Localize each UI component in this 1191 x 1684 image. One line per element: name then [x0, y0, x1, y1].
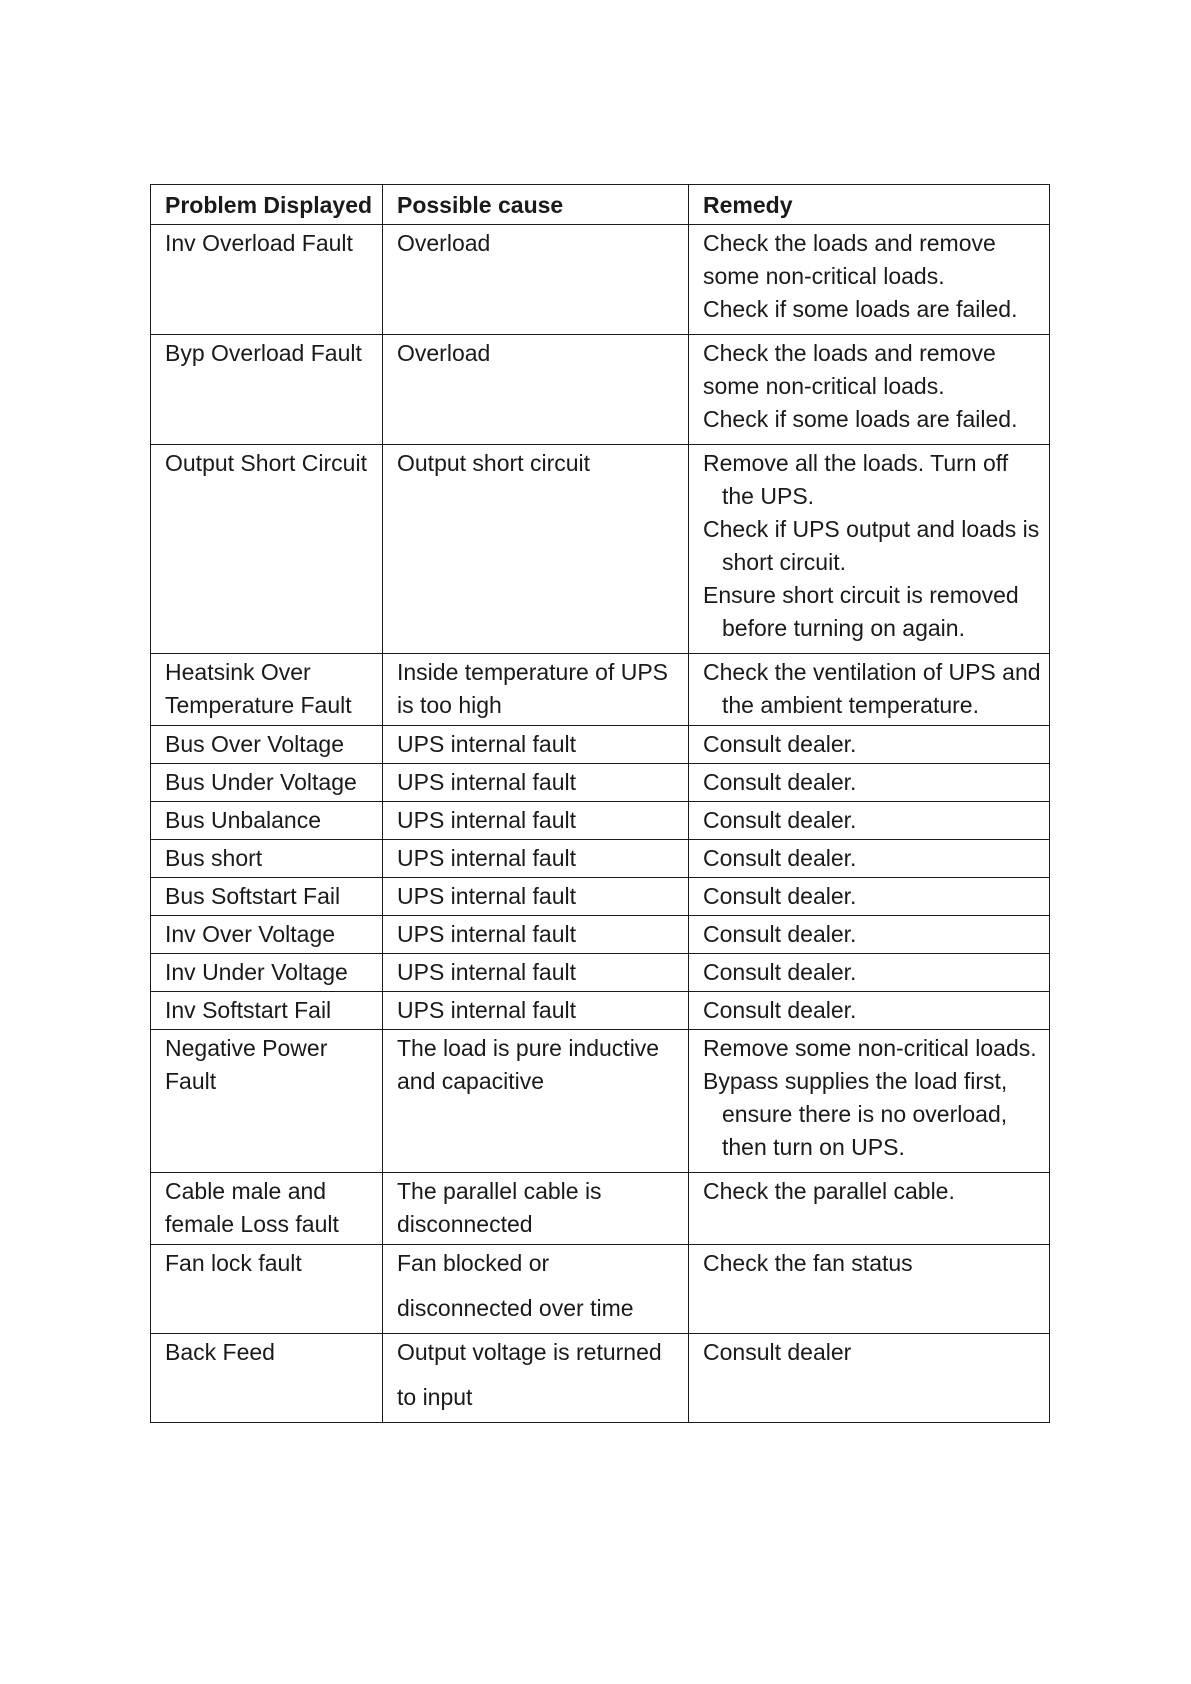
- remedy-text: Bypass supplies the load first,: [703, 1068, 1008, 1094]
- cause-text: disconnected: [397, 1211, 533, 1237]
- cell-possible-cause: [383, 916, 689, 954]
- cause-text: Overload: [397, 230, 491, 256]
- fault-table-container: [150, 184, 1049, 1423]
- table-row: [151, 726, 1050, 764]
- cell-remedy: [689, 840, 1050, 878]
- cell-problem: [151, 654, 383, 726]
- remedy-item: [703, 994, 1041, 1027]
- remedy-item: [703, 403, 1041, 436]
- cause-text: Fan blocked or: [397, 1250, 550, 1276]
- fault-table: [150, 184, 1050, 1423]
- cause-text: Output voltage is returned: [397, 1339, 662, 1365]
- cell-remedy: [689, 802, 1050, 840]
- cell-possible-cause: [383, 726, 689, 764]
- cell-possible-cause: [383, 802, 689, 840]
- remedy-item: [703, 293, 1041, 326]
- table-row: [151, 916, 1050, 954]
- remedy-text: Consult dealer.: [703, 731, 857, 757]
- cause-text: UPS internal fault: [397, 959, 576, 985]
- remedy-text: Consult dealer.: [703, 845, 857, 871]
- table-row: [151, 878, 1050, 916]
- header-problem-displayed: Problem Displayed: [151, 185, 383, 225]
- remedy-item: [703, 804, 1041, 837]
- remedy-text: Check the ventilation of UPS and: [703, 659, 1041, 685]
- cell-problem: [151, 1334, 383, 1423]
- problem-text: Inv Overload Fault: [165, 230, 353, 256]
- problem-text: Heatsink Over: [165, 659, 311, 685]
- remedy-text: the ambient temperature.: [722, 692, 979, 718]
- cell-possible-cause: [383, 654, 689, 726]
- table-row: [151, 335, 1050, 445]
- remedy-item: [703, 1065, 1041, 1164]
- cell-problem: [151, 225, 383, 335]
- cell-possible-cause: [383, 1173, 689, 1245]
- remedy-text: Consult dealer.: [703, 807, 857, 833]
- cell-remedy: [689, 445, 1050, 654]
- cause-text: UPS internal fault: [397, 845, 576, 871]
- remedy-item: [703, 728, 1041, 761]
- problem-text: Inv Over Voltage: [165, 921, 336, 947]
- problem-text: Temperature Fault: [165, 692, 352, 718]
- cause-text: UPS internal fault: [397, 731, 576, 757]
- remedy-item: [703, 656, 1041, 722]
- remedy-text: the UPS.: [722, 483, 815, 509]
- table-row: [151, 1334, 1050, 1423]
- table-row: [151, 954, 1050, 992]
- table-body: [151, 225, 1050, 1423]
- cell-problem: [151, 764, 383, 802]
- remedy-item: [703, 1175, 1041, 1208]
- problem-text: Inv Under Voltage: [165, 959, 348, 985]
- cause-text: UPS internal fault: [397, 997, 576, 1023]
- cell-remedy: [689, 225, 1050, 335]
- header-remedy: Remedy: [689, 185, 1050, 225]
- cell-problem: [151, 1245, 383, 1334]
- cell-possible-cause: [383, 445, 689, 654]
- problem-text: female Loss fault: [165, 1211, 339, 1237]
- cell-possible-cause: [383, 1030, 689, 1173]
- table-row: [151, 225, 1050, 335]
- remedy-text: Remove some non-critical loads.: [703, 1035, 1037, 1061]
- cause-text: UPS internal fault: [397, 921, 576, 947]
- problem-text: Fan lock fault: [165, 1250, 302, 1276]
- cause-text: UPS internal fault: [397, 883, 576, 909]
- cell-remedy: [689, 1030, 1050, 1173]
- cause-text: to input: [397, 1384, 473, 1410]
- cell-remedy: [689, 335, 1050, 445]
- cell-possible-cause: [383, 954, 689, 992]
- cell-remedy: [689, 1173, 1050, 1245]
- problem-text: Output Short Circuit: [165, 450, 367, 476]
- cell-problem: [151, 802, 383, 840]
- cell-possible-cause: [383, 335, 689, 445]
- cell-problem: [151, 1173, 383, 1245]
- cell-remedy: [689, 764, 1050, 802]
- cause-text: UPS internal fault: [397, 807, 576, 833]
- problem-text: Bus Over Voltage: [165, 731, 344, 757]
- table-row: [151, 802, 1050, 840]
- remedy-item: [703, 337, 1041, 403]
- remedy-text: Consult dealer.: [703, 921, 857, 947]
- problem-text: Cable male and: [165, 1178, 327, 1204]
- remedy-item: [703, 447, 1041, 513]
- cell-remedy: [689, 726, 1050, 764]
- remedy-text: Check if some loads are failed.: [703, 296, 1018, 322]
- cell-remedy: [689, 1245, 1050, 1334]
- table-row: [151, 840, 1050, 878]
- remedy-text: before turning on again.: [722, 615, 965, 641]
- cause-text: UPS internal fault: [397, 769, 576, 795]
- cell-problem: [151, 445, 383, 654]
- remedy-text: Remove all the loads. Turn off: [703, 450, 1009, 476]
- problem-text: Back Feed: [165, 1339, 275, 1365]
- remedy-text: ensure there is no overload,: [722, 1101, 1008, 1127]
- problem-text: Bus Unbalance: [165, 807, 321, 833]
- cell-problem: [151, 335, 383, 445]
- cell-problem: [151, 1030, 383, 1173]
- cell-problem: [151, 878, 383, 916]
- cell-remedy: [689, 878, 1050, 916]
- remedy-text: Consult dealer.: [703, 959, 857, 985]
- cell-possible-cause: [383, 992, 689, 1030]
- remedy-text: Check if UPS output and loads is: [703, 516, 1040, 542]
- cell-remedy: [689, 992, 1050, 1030]
- remedy-item: [703, 1247, 1041, 1280]
- remedy-item: [703, 956, 1041, 989]
- remedy-text: Consult dealer: [703, 1339, 852, 1365]
- table-row: [151, 1245, 1050, 1334]
- table-row: [151, 1173, 1050, 1245]
- cell-possible-cause: [383, 1334, 689, 1423]
- cause-text: Inside temperature of UPS: [397, 659, 669, 685]
- remedy-item: [703, 842, 1041, 875]
- table-header-row: [151, 185, 1050, 225]
- remedy-item: [703, 227, 1041, 293]
- cell-remedy: [689, 916, 1050, 954]
- remedy-item: [703, 1336, 1041, 1369]
- cause-text: and capacitive: [397, 1068, 545, 1094]
- remedy-text: some non-critical loads.: [703, 373, 945, 399]
- remedy-text: Consult dealer.: [703, 997, 857, 1023]
- cell-remedy: [689, 954, 1050, 992]
- remedy-text: some non-critical loads.: [703, 263, 945, 289]
- remedy-text: Consult dealer.: [703, 769, 857, 795]
- cell-problem: [151, 954, 383, 992]
- problem-text: Inv Softstart Fail: [165, 997, 332, 1023]
- cell-possible-cause: [383, 225, 689, 335]
- remedy-text: Check if some loads are failed.: [703, 406, 1018, 432]
- remedy-item: [703, 579, 1041, 645]
- cell-remedy: [689, 1334, 1050, 1423]
- header-possible-cause: Possible cause: [383, 185, 689, 225]
- cell-possible-cause: [383, 878, 689, 916]
- remedy-text: Check the loads and remove: [703, 340, 996, 366]
- table-row: [151, 992, 1050, 1030]
- remedy-item: [703, 513, 1041, 579]
- remedy-text: Consult dealer.: [703, 883, 857, 909]
- remedy-item: [703, 880, 1041, 913]
- problem-text: Bus short: [165, 845, 263, 871]
- cell-possible-cause: [383, 1245, 689, 1334]
- table-row: [151, 445, 1050, 654]
- cell-possible-cause: [383, 764, 689, 802]
- cause-text: The load is pure inductive: [397, 1035, 660, 1061]
- cause-text: Overload: [397, 340, 491, 366]
- cell-possible-cause: [383, 840, 689, 878]
- table-row: [151, 654, 1050, 726]
- cause-text: The parallel cable is: [397, 1178, 602, 1204]
- table-row: [151, 764, 1050, 802]
- remedy-text: Check the parallel cable.: [703, 1178, 955, 1204]
- cell-problem: [151, 916, 383, 954]
- cause-text: is too high: [397, 692, 502, 718]
- table-row: [151, 1030, 1050, 1173]
- cause-text: disconnected over time: [397, 1295, 634, 1321]
- cause-text: Output short circuit: [397, 450, 591, 476]
- remedy-item: [703, 918, 1041, 951]
- cell-problem: [151, 726, 383, 764]
- problem-text: Bus Softstart Fail: [165, 883, 341, 909]
- remedy-text: Check the fan status: [703, 1250, 913, 1276]
- remedy-text: short circuit.: [722, 549, 846, 575]
- problem-text: Negative Power: [165, 1035, 328, 1061]
- problem-text: Fault: [165, 1068, 217, 1094]
- problem-text: Bus Under Voltage: [165, 769, 357, 795]
- remedy-item: [703, 766, 1041, 799]
- cell-problem: [151, 992, 383, 1030]
- remedy-text: Ensure short circuit is removed: [703, 582, 1019, 608]
- remedy-text: then turn on UPS.: [722, 1134, 905, 1160]
- problem-text: Byp Overload Fault: [165, 340, 362, 366]
- cell-problem: [151, 840, 383, 878]
- remedy-text: Check the loads and remove: [703, 230, 996, 256]
- cell-remedy: [689, 654, 1050, 726]
- remedy-item: [703, 1032, 1041, 1065]
